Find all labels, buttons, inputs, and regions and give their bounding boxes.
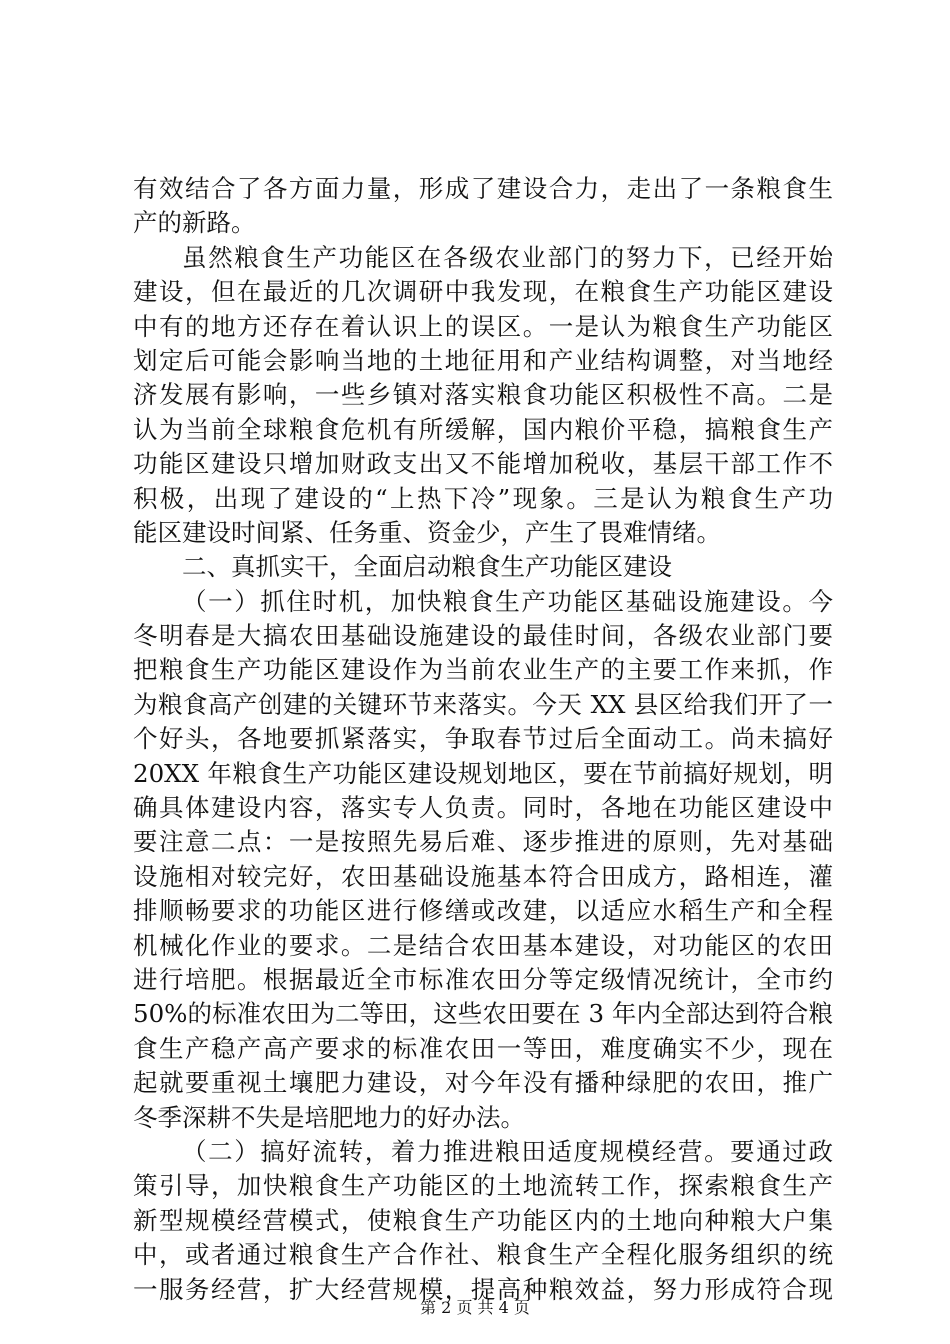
text-line: 划定后可能会影响当地的土地征用和产业结构调整，对当地经 bbox=[133, 345, 833, 375]
text-line: 能区建设时间紧、任务重、资金少，产生了畏难情绪。 bbox=[133, 517, 721, 547]
text-line: 建设，但在最近的几次调研中我发现，在粮食生产功能区建设 bbox=[133, 277, 833, 307]
text-line: 中有的地方还存在着认识上的误区。一是认为粮食生产功能区 bbox=[133, 311, 833, 341]
text-line: 策引导，加快粮食生产功能区的土地流转工作，探索粮食生产 bbox=[133, 1171, 833, 1201]
text-line: 机械化作业的要求。二是结合农田基本建设，对功能区的农田 bbox=[133, 930, 833, 960]
text-line: 把粮食生产功能区建设作为当前农业生产的主要工作来抓，作 bbox=[133, 655, 833, 685]
text-line: 二、真抓实干，全面启动粮食生产功能区建设 bbox=[182, 552, 672, 582]
text-line: 进行培肥。根据最近全市标准农田分等定级情况统计，全市约 bbox=[133, 964, 833, 994]
text-line: 食生产稳产高产要求的标准农田一等田，难度确实不少，现在 bbox=[133, 1033, 833, 1063]
text-line: 产的新路。 bbox=[133, 208, 256, 238]
text-line: 确具体建设内容，落实专人负责。同时，各地在功能区建设中 bbox=[133, 793, 833, 823]
text-line: 50%的标准农田为二等田，这些农田要在 3 年内全部达到符合粮 bbox=[133, 999, 833, 1029]
text-line: 一服务经营，扩大经营规模，提高种粮效益，努力形成符合现 bbox=[133, 1274, 833, 1304]
text-line: （一）抓住时机，加快粮食生产功能区基础设施建设。今 bbox=[182, 586, 833, 616]
text-line: 设施相对较完好，农田基础设施基本符合田成方，路相连，灌 bbox=[133, 861, 833, 891]
text-line: 新型规模经营模式，使粮食生产功能区内的土地向种粮大户集 bbox=[133, 1205, 833, 1235]
text-line: 中，或者通过粮食生产合作社、粮食生产全程化服务组织的统 bbox=[133, 1240, 833, 1270]
text-line: 积极，出现了建设的“上热下冷”现象。三是认为粮食生产功 bbox=[133, 483, 833, 513]
text-line: 认为当前全球粮食危机有所缓解，国内粮价平稳，搞粮食生产 bbox=[133, 414, 833, 444]
text-line: 济发展有影响，一些乡镇对落实粮食功能区积极性不高。二是 bbox=[133, 380, 833, 410]
text-line: （二）搞好流转，着力推进粮田适度规模经营。要通过政 bbox=[182, 1136, 833, 1166]
text-line: 有效结合了各方面力量，形成了建设合力，走出了一条粮食生 bbox=[133, 174, 833, 203]
text-line: 20XX 年粮食生产功能区建设规划地区，要在节前搞好规划，明 bbox=[133, 758, 833, 788]
text-line: 个好头，各地要抓紧落实，争取春节过后全面动工。尚未搞好 bbox=[133, 724, 833, 754]
document-body bbox=[133, 172, 833, 1307]
text-line: 排顺畅要求的功能区进行修缮或改建，以适应水稻生产和全程 bbox=[133, 896, 833, 926]
text-line: 要注意二点：一是按照先易后难、逐步推进的原则，先对基础 bbox=[133, 827, 833, 857]
text-line: 功能区建设只增加财政支出又不能增加税收，基层干部工作不 bbox=[133, 449, 833, 479]
text-line: 冬季深耕不失是培肥地力的好办法。 bbox=[133, 1102, 525, 1132]
page-footer: 第 2 页 共 4 页 bbox=[420, 1298, 530, 1317]
text-line: 起就要重视土壤肥力建设，对今年没有播种绿肥的农田，推广 bbox=[133, 1068, 833, 1098]
text-line: 虽然粮食生产功能区在各级农业部门的努力下，已经开始 bbox=[182, 242, 833, 272]
text-line: 为粮食高产创建的关键环节来落实。今天 XX 县区给我们开了一 bbox=[133, 689, 833, 719]
text-line: 冬明春是大搞农田基础设施建设的最佳时间，各级农业部门要 bbox=[133, 621, 833, 651]
